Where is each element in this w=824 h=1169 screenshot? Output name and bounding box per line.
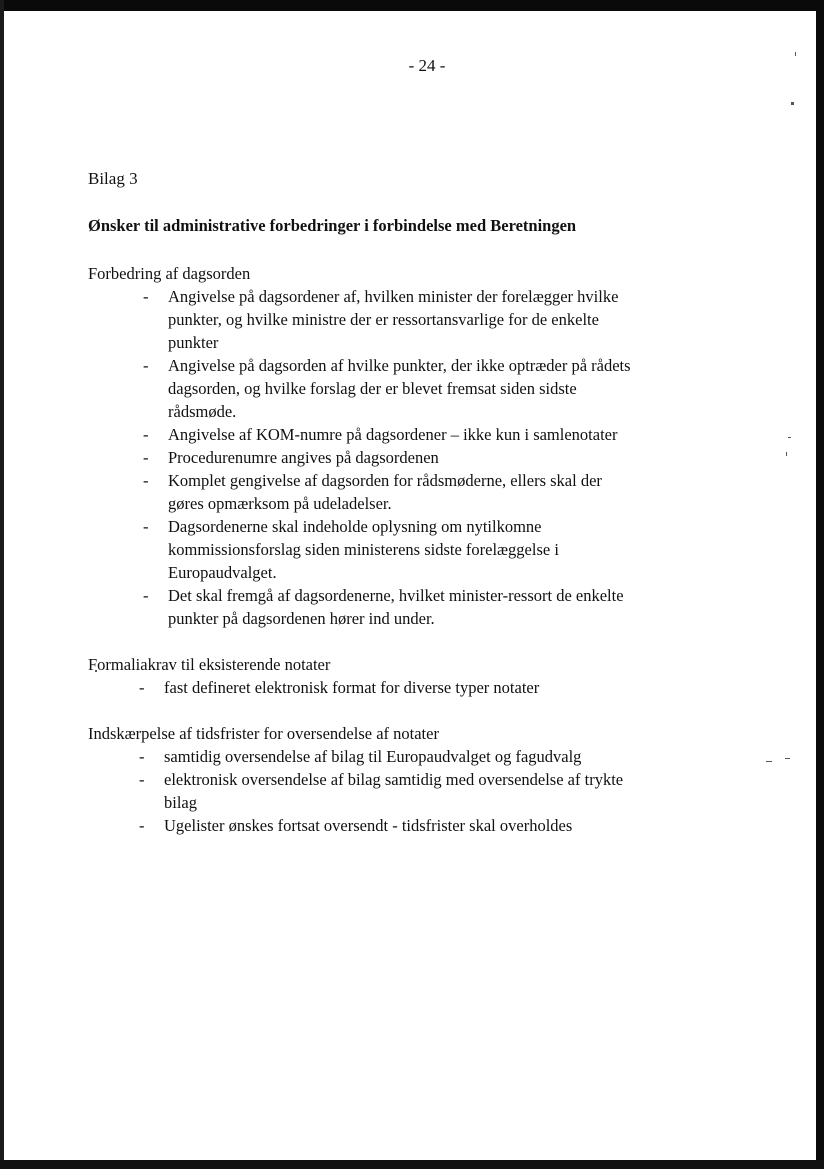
section-deadlines bbox=[88, 722, 668, 837]
section-title: Formaliakrav til eksisterende notater bbox=[88, 655, 331, 674]
scan-speck bbox=[788, 437, 791, 438]
list-item-text: Procedurenumre angives på dagsordenen bbox=[168, 448, 439, 467]
list-item bbox=[88, 446, 638, 469]
bullet-dash: - bbox=[143, 448, 149, 467]
list-item bbox=[88, 745, 634, 768]
scan-speck bbox=[786, 452, 787, 456]
list-item bbox=[88, 285, 638, 354]
scan-border-left bbox=[0, 0, 4, 1169]
bullet-dash: - bbox=[143, 425, 149, 444]
list-item bbox=[88, 515, 638, 584]
bullet-dash: - bbox=[143, 517, 149, 536]
scan-speck bbox=[785, 758, 790, 759]
list-item bbox=[88, 423, 638, 446]
section-title: Forbedring af dagsorden bbox=[88, 264, 251, 283]
list-item-text: Komplet gengivelse af dagsorden for rådsmøderne, ellers skal der gøres opmærksom på udeladelser. bbox=[168, 471, 602, 513]
document-body bbox=[88, 167, 668, 860]
bullet-dash: - bbox=[143, 471, 149, 490]
bullet-list bbox=[88, 745, 668, 837]
list-item bbox=[88, 814, 634, 837]
list-item-text: Angivelse på dagsorden af hvilke punkter, der ikke optræder på rådets dagsorden, og hvilke forslag der er blevet fremsat siden sidste rådsmøde. bbox=[168, 356, 631, 421]
section-title: Indskærpelse af tidsfrister for oversendelse af notater bbox=[88, 724, 439, 743]
list-item-text: fast defineret elektronisk format for diverse typer notater bbox=[164, 678, 540, 697]
scan-speck bbox=[766, 761, 772, 762]
bullet-list bbox=[88, 285, 668, 630]
bullet-dash: - bbox=[139, 678, 145, 697]
scan-border-bottom bbox=[0, 1160, 824, 1169]
list-item bbox=[88, 469, 638, 515]
list-item-text: elektronisk oversendelse af bilag samtidig med oversendelse af trykte bilag bbox=[164, 770, 624, 812]
bullet-dash: - bbox=[143, 287, 149, 306]
list-item bbox=[88, 354, 638, 423]
bullet-list bbox=[88, 676, 668, 699]
bullet-dash: - bbox=[143, 586, 149, 605]
list-item bbox=[88, 676, 634, 699]
list-item-text: Angivelse på dagsordener af, hvilken minister der forelægger hvilke punkter, og hvilke ministre der er ressortansvarlige for de enkelte punkter bbox=[168, 287, 619, 352]
scan-border-top bbox=[0, 0, 824, 11]
scan-speck bbox=[791, 102, 794, 105]
list-item bbox=[88, 584, 638, 630]
list-item-text: Det skal fremgå af dagsordenerne, hvilket minister-ressort de enkelte punkter på dagsordenen hører ind under. bbox=[168, 586, 624, 628]
list-item-text: Angivelse af KOM-numre på dagsordener – ikke kun i samlenotater bbox=[168, 425, 618, 444]
list-item-text: samtidig oversendelse af bilag til Europaudvalget og fagudvalg bbox=[164, 747, 582, 766]
scan-border-right bbox=[816, 0, 824, 1169]
document-heading: Ønsker til administrative forbedringer i forbindelse med Beretningen bbox=[88, 216, 577, 235]
list-item bbox=[88, 768, 634, 814]
list-item-text: Dagsordenerne skal indeholde oplysning om nytilkomne kommissionsforslag siden ministerens sidste forelæggelse i Europaudvalget. bbox=[168, 517, 559, 582]
page-number: - 24 - bbox=[408, 56, 446, 75]
bullet-dash: - bbox=[139, 816, 145, 835]
section-formalities bbox=[88, 653, 668, 699]
bullet-dash: - bbox=[139, 747, 145, 766]
bullet-dash: - bbox=[143, 356, 149, 375]
bullet-dash: - bbox=[139, 770, 145, 789]
appendix-label: Bilag 3 bbox=[88, 169, 138, 188]
list-item-text: Ugelister ønskes fortsat oversendt - tidsfrister skal overholdes bbox=[164, 816, 573, 835]
section-agenda bbox=[88, 262, 668, 630]
